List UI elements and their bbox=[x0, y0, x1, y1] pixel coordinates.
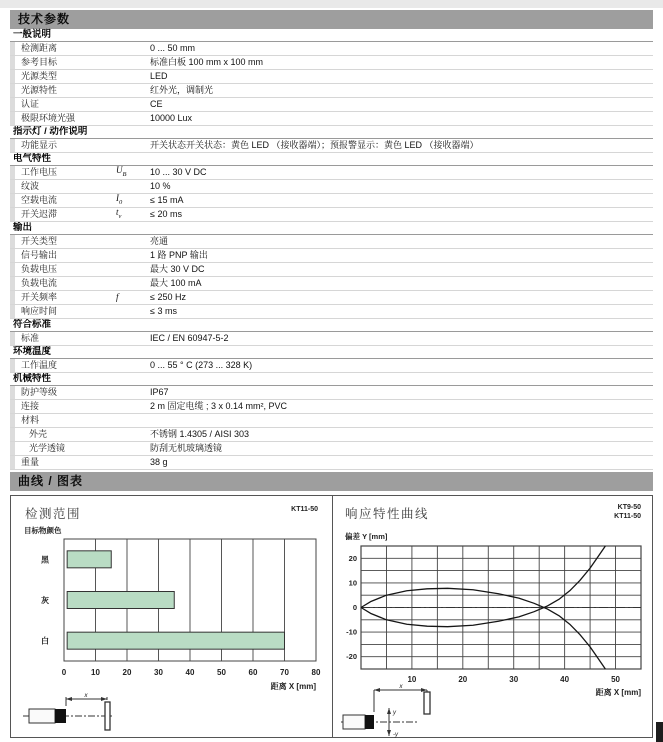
tech-params-header: 技术参数 bbox=[10, 10, 653, 29]
spec-row bbox=[10, 442, 653, 456]
row-stripe bbox=[10, 166, 15, 179]
spec-row bbox=[10, 414, 653, 428]
dim-label-x: x bbox=[399, 683, 403, 690]
spec-label: 连接 bbox=[21, 401, 40, 411]
spec-row bbox=[10, 98, 653, 112]
x-tick-label: 50 bbox=[611, 675, 620, 684]
y-tick-label: 20 bbox=[348, 553, 357, 563]
spec-label: 光源特性 bbox=[21, 85, 58, 95]
row-stripe bbox=[10, 42, 15, 55]
section-header: 机械特性 bbox=[10, 373, 653, 386]
dim-label-neg-y: -y bbox=[393, 732, 398, 738]
spec-row bbox=[10, 139, 653, 153]
spec-label: 标准 bbox=[21, 333, 40, 343]
spec-row bbox=[10, 194, 653, 208]
spec-value: 0 ... 55 ° C (273 ... 328 K) bbox=[150, 360, 253, 370]
spec-row bbox=[10, 263, 653, 277]
spec-value: CE bbox=[150, 99, 163, 109]
x-tick-label: 10 bbox=[91, 668, 100, 677]
spec-value: 防刮无机玻璃透镜 bbox=[150, 443, 223, 453]
sensor-head bbox=[365, 715, 374, 729]
spec-symbol: $t_v$ bbox=[116, 207, 122, 220]
row-stripe bbox=[10, 442, 15, 455]
dim-label-x: x bbox=[84, 692, 88, 699]
spec-row bbox=[10, 42, 653, 56]
spec-label: 参考目标 bbox=[21, 57, 58, 67]
page-edge-marker bbox=[656, 722, 663, 742]
row-stripe bbox=[10, 386, 15, 399]
model-label: KT11-50 bbox=[291, 506, 318, 513]
row-stripe bbox=[10, 139, 15, 152]
section-header: 指示灯 / 动作说明 bbox=[10, 126, 653, 139]
spec-label: 工作温度 bbox=[21, 360, 58, 370]
y-axis-label: 偏差 Y [mm] bbox=[345, 532, 388, 541]
row-stripe bbox=[10, 70, 15, 83]
spec-label: 空载电流 bbox=[21, 195, 58, 205]
spec-value: ≤ 250 Hz bbox=[150, 292, 186, 302]
spec-row bbox=[10, 235, 653, 249]
spec-row bbox=[10, 400, 653, 414]
arrowhead bbox=[66, 697, 72, 701]
y-axis-label: 目标物颜色 bbox=[24, 526, 62, 535]
x-tick-label: 80 bbox=[311, 668, 321, 677]
spec-label: 开关迟滞 bbox=[21, 209, 58, 219]
x-tick-label: 50 bbox=[217, 668, 226, 677]
spec-value: 10 % bbox=[150, 181, 171, 191]
spec-value: 2 m 固定电缆 ; 3 x 0.14 mm², PVC bbox=[150, 401, 288, 411]
spec-row bbox=[10, 456, 653, 470]
response-curve-panel bbox=[333, 496, 653, 737]
sensor-head bbox=[55, 709, 66, 723]
spec-label: 检测距离 bbox=[21, 43, 58, 53]
y-tick-label: -20 bbox=[346, 652, 357, 662]
arrowhead bbox=[387, 730, 391, 736]
x-axis-label: 距离 X [mm] bbox=[270, 682, 316, 691]
section-header: 符合标准 bbox=[10, 319, 653, 332]
arrowhead bbox=[101, 697, 107, 701]
spec-table bbox=[10, 29, 653, 470]
row-stripe bbox=[10, 56, 15, 69]
x-tick-label: 70 bbox=[280, 668, 289, 677]
page-top-band bbox=[0, 0, 663, 8]
spec-value: ≤ 3 ms bbox=[150, 306, 177, 316]
x-tick-label: 40 bbox=[560, 675, 570, 684]
row-stripe bbox=[10, 112, 15, 125]
spec-row bbox=[10, 332, 653, 346]
row-stripe bbox=[10, 277, 15, 290]
spec-row bbox=[10, 386, 653, 400]
spec-row bbox=[10, 249, 653, 263]
spec-value: IEC / EN 60947-5-2 bbox=[150, 333, 229, 343]
model-label: KT9-50 bbox=[617, 504, 641, 511]
y-tick-label: -10 bbox=[346, 627, 357, 637]
row-stripe bbox=[10, 456, 15, 469]
spec-value: 10000 Lux bbox=[150, 113, 193, 123]
row-stripe bbox=[10, 291, 15, 304]
spec-value: 38 g bbox=[150, 457, 168, 467]
spec-value: 0 ... 50 mm bbox=[150, 43, 196, 53]
row-stripe bbox=[10, 98, 15, 111]
row-stripe bbox=[10, 84, 15, 97]
row-stripe bbox=[10, 400, 15, 413]
spec-label: 开关类型 bbox=[21, 236, 58, 246]
chart-title: 响应特性曲线 bbox=[345, 507, 430, 521]
spec-label: 光源类型 bbox=[21, 71, 58, 81]
section-header: 输出 bbox=[10, 222, 653, 235]
charts-header: 曲线 / 图表 bbox=[10, 472, 653, 491]
spec-row bbox=[10, 208, 653, 222]
x-tick-label: 30 bbox=[154, 668, 163, 677]
spec-label: 重量 bbox=[21, 457, 40, 467]
row-stripe bbox=[10, 249, 15, 262]
bar bbox=[67, 632, 284, 649]
spec-symbol: $U_B$ bbox=[116, 165, 127, 178]
row-stripe bbox=[10, 305, 15, 318]
x-tick-label: 40 bbox=[185, 668, 195, 677]
spec-value: 开关状态开关状态：黄色 LED （接收器端）；预报警显示：黄色 LED （接收器端） bbox=[150, 140, 479, 150]
spec-symbol: $I_0$ bbox=[116, 193, 123, 206]
spec-label: 开关频率 bbox=[21, 292, 58, 302]
spec-label: 极限环境光强 bbox=[21, 113, 76, 123]
row-stripe bbox=[10, 263, 15, 276]
spec-row bbox=[10, 56, 653, 70]
bar bbox=[67, 592, 174, 609]
section-header: 环境温度 bbox=[10, 346, 653, 359]
row-stripe bbox=[10, 332, 15, 345]
section-header: 一般说明 bbox=[10, 29, 653, 42]
arrowhead bbox=[387, 708, 391, 714]
spec-row bbox=[10, 112, 653, 126]
dim-label-y: y bbox=[393, 710, 396, 716]
spec-label: 光学透镜 bbox=[29, 443, 66, 453]
spec-value: 最大 30 V DC bbox=[150, 264, 205, 274]
spec-value: 最大 100 mA bbox=[150, 278, 202, 288]
spec-label: 纹波 bbox=[21, 181, 40, 191]
bar bbox=[67, 551, 111, 568]
response-curve-chart bbox=[333, 496, 653, 738]
spec-row bbox=[10, 277, 653, 291]
section-header: 电气特性 bbox=[10, 153, 653, 166]
x-tick-label: 60 bbox=[248, 668, 258, 677]
spec-label: 外壳 bbox=[29, 429, 48, 439]
row-stripe bbox=[10, 180, 15, 193]
x-tick-label: 0 bbox=[61, 668, 67, 677]
row-stripe bbox=[10, 194, 15, 207]
spec-label: 响应时间 bbox=[21, 306, 58, 316]
category-label: 黑 bbox=[41, 555, 49, 565]
target-plate bbox=[424, 692, 430, 714]
spec-value: ≤ 15 mA bbox=[150, 195, 184, 205]
model-label: KT11-50 bbox=[614, 513, 641, 520]
spec-label: 负载电压 bbox=[21, 264, 58, 274]
detection-range-chart bbox=[11, 496, 332, 738]
spec-value: 不锈钢 1.4305 / AISI 303 bbox=[150, 429, 250, 439]
spec-value: ≤ 20 ms bbox=[150, 209, 182, 219]
spec-label: 负载电流 bbox=[21, 278, 58, 288]
spec-value: LED bbox=[150, 71, 168, 81]
spec-label: 工作电压 bbox=[21, 167, 58, 177]
detection-range-panel bbox=[11, 496, 333, 737]
charts-container bbox=[10, 495, 653, 738]
sensor-body bbox=[343, 715, 365, 729]
spec-value: 1 路 PNP 输出 bbox=[150, 250, 208, 260]
category-label: 白 bbox=[41, 636, 49, 646]
datasheet-page bbox=[10, 10, 653, 738]
spec-row bbox=[10, 305, 653, 319]
chart-title: 检测范围 bbox=[25, 507, 82, 521]
sensor-body bbox=[29, 709, 55, 723]
spec-symbol: f bbox=[116, 292, 119, 302]
spec-value: 10 ... 30 V DC bbox=[150, 167, 207, 177]
spec-value: 红外光，调制光 bbox=[150, 85, 214, 95]
spec-row bbox=[10, 359, 653, 373]
target-plate bbox=[105, 702, 110, 730]
spec-value: 亮通 bbox=[150, 236, 169, 246]
plot-area bbox=[346, 546, 641, 684]
spec-value: IP67 bbox=[150, 387, 169, 397]
row-stripe bbox=[10, 359, 15, 372]
row-stripe bbox=[10, 208, 15, 221]
spec-row bbox=[10, 70, 653, 84]
x-axis-label: 距离 X [mm] bbox=[595, 688, 641, 697]
arrowhead bbox=[374, 688, 380, 692]
spec-row bbox=[10, 180, 653, 194]
row-stripe bbox=[10, 414, 15, 427]
x-tick-label: 30 bbox=[509, 675, 519, 684]
spec-row bbox=[10, 84, 653, 98]
spec-row bbox=[10, 428, 653, 442]
spec-label: 防护等级 bbox=[21, 387, 58, 397]
spec-label: 功能显示 bbox=[21, 140, 58, 150]
spec-value: 标准白板 100 mm x 100 mm bbox=[150, 57, 264, 67]
y-tick-label: 10 bbox=[348, 578, 357, 588]
x-tick-label: 20 bbox=[458, 675, 468, 684]
x-tick-label: 20 bbox=[122, 668, 132, 677]
sensor-diagram-xy bbox=[341, 683, 430, 738]
plot-area bbox=[41, 539, 321, 677]
category-label: 灰 bbox=[41, 596, 49, 605]
spec-row bbox=[10, 291, 653, 305]
spec-label: 信号输出 bbox=[21, 250, 58, 260]
x-tick-label: 10 bbox=[407, 675, 417, 684]
row-stripe bbox=[10, 235, 15, 248]
spec-label: 材料 bbox=[21, 415, 40, 425]
y-tick-label: 0 bbox=[352, 603, 357, 612]
spec-label: 认证 bbox=[21, 99, 40, 109]
sensor-diagram-x bbox=[23, 692, 113, 730]
row-stripe bbox=[10, 428, 15, 441]
spec-row bbox=[10, 166, 653, 180]
